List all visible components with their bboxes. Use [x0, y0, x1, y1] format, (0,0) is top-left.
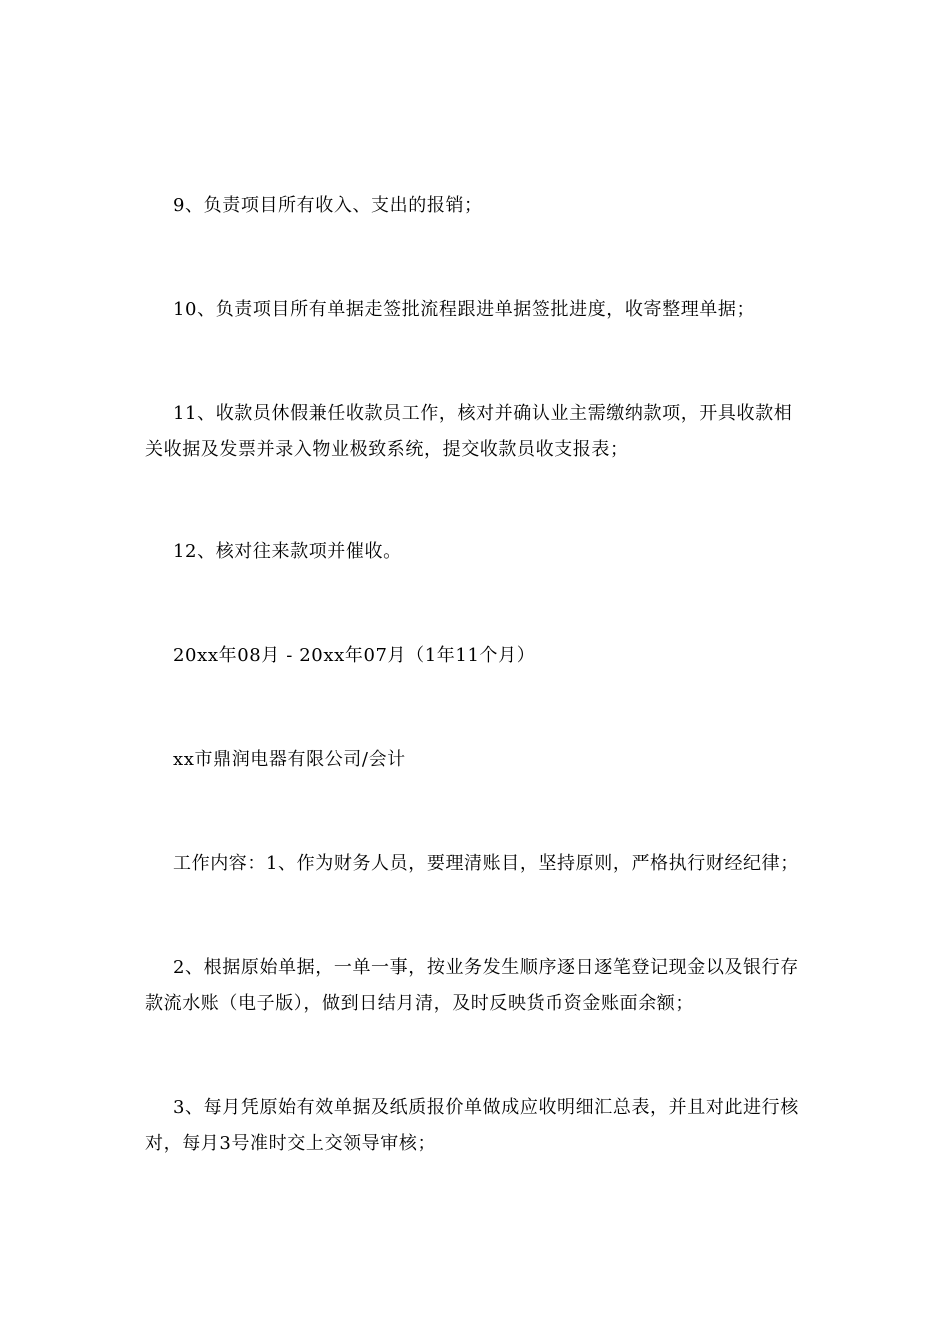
work-content-item-2: 2、根据原始单据，一单一事，按业务发生顺序逐日逐笔登记现金以及银行存款流水账（电子版），做到日结月清，及时反映货币资金账面余额； — [145, 957, 799, 1014]
paragraph-item-10: 10、负责项目所有单据走签批流程跟进单据签批进度，收寄整理单据； — [173, 299, 756, 320]
work-content-item-3: 3、每月凭原始有效单据及纸质报价单做成应收明细汇总表，并且对此进行核对，每月3号准时交上交领导审核； — [145, 1097, 799, 1154]
paragraph-item-12: 12、核对往来款项并催收。 — [173, 541, 402, 562]
employment-period: 20xx年08月 - 20xx年07月（1年11个月） — [173, 645, 536, 666]
work-content-item-1: 工作内容：1、作为财务人员，要理清账目，坚持原则，严格执行财经纪律； — [173, 853, 799, 874]
paragraph-item-11: 11、收款员休假兼任收款员工作，核对并确认业主需缴纳款项，开具收款相关收据及发票并录入物业极致系统，提交收款员收支报表； — [145, 403, 793, 460]
paragraph-item-9: 9、负责项目所有收入、支出的报销； — [173, 195, 483, 216]
company-position: xx市鼎润电器有限公司/会计 — [173, 749, 406, 770]
